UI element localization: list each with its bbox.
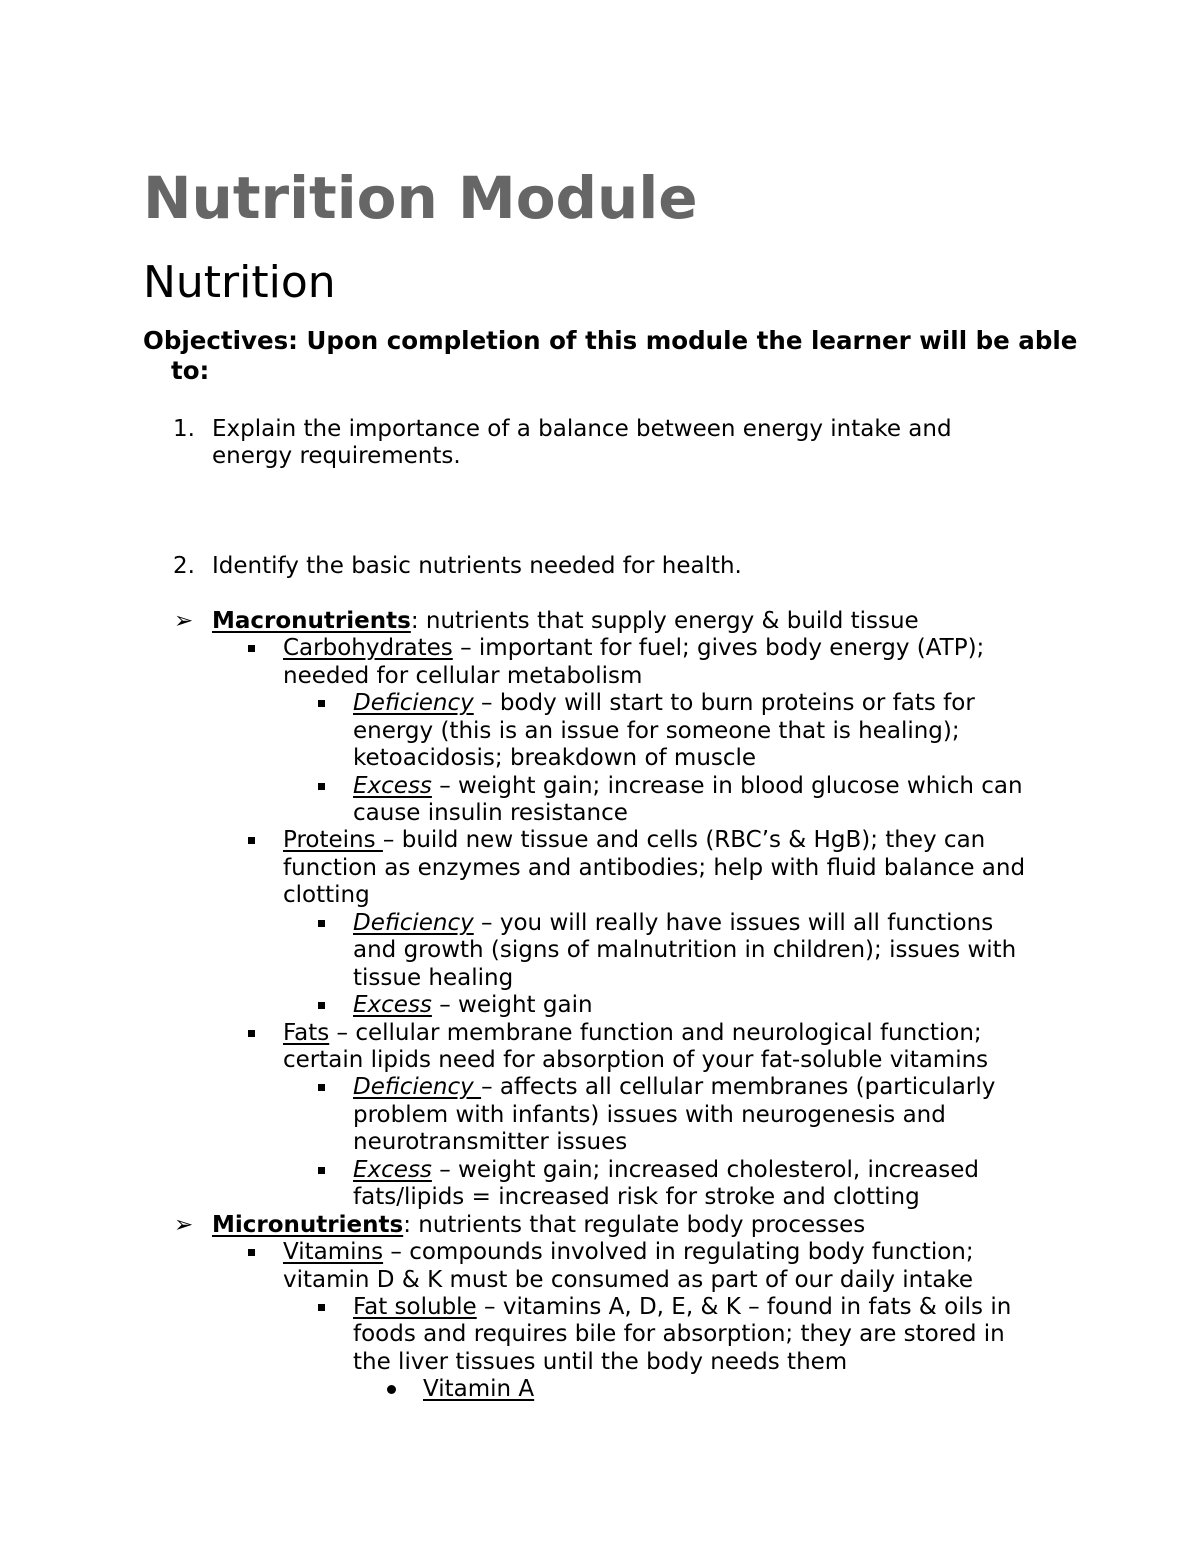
vitamins-term: Vitamins xyxy=(283,1239,384,1265)
carbs-excess-line-1 xyxy=(353,773,1023,800)
deficiency-term: Deficiency xyxy=(353,1074,482,1100)
document-title: Nutrition Module xyxy=(143,164,698,232)
square-bullet-icon xyxy=(248,1030,255,1037)
vitamins-line-2: vitamin D & K must be consumed as part of our daily intake xyxy=(283,1267,974,1293)
carbohydrates-desc: – important for fuel; gives body energy (ATP); xyxy=(452,635,985,661)
square-bullet-icon xyxy=(248,1249,255,1256)
vitamin-a-term: Vitamin A xyxy=(423,1376,535,1402)
carbs-deficiency-line-2: energy (this is an issue for someone that is healing); xyxy=(353,718,960,744)
proteins-line-3: clotting xyxy=(283,882,370,908)
carbohydrates-line-1 xyxy=(283,635,984,662)
fats-line-1 xyxy=(283,1020,982,1047)
fats-deficiency-desc: – affects all cellular membranes (particularly xyxy=(481,1074,996,1100)
micronutrients-item xyxy=(212,1212,865,1239)
vitamins-line-1 xyxy=(283,1239,974,1266)
square-bullet-icon xyxy=(318,700,325,707)
fat-soluble-desc: – vitamins A, D, E, & K – found in fats & oils in xyxy=(476,1294,1012,1320)
fats-line-2: certain lipids need for absorption of your fat-soluble vitamins xyxy=(283,1047,989,1073)
fats-excess-line-1 xyxy=(353,1157,979,1184)
micronutrients-desc: : nutrients that regulate body processes xyxy=(403,1212,866,1238)
proteins-deficiency-desc: – you will really have issues will all functions xyxy=(473,910,994,936)
objective-2-line-1: Identify the basic nutrients needed for health. xyxy=(212,553,742,579)
fat-soluble-term: Fat soluble xyxy=(353,1294,477,1320)
arrow-bullet-icon: ➢ xyxy=(174,1212,194,1238)
list-number: 1. xyxy=(173,416,195,442)
objective-1-line-1: Explain the importance of a balance between energy intake and xyxy=(212,416,952,442)
carbs-deficiency-line-1 xyxy=(353,690,975,717)
fats-excess-desc: – weight gain; increased cholesterol, increased xyxy=(431,1157,980,1183)
fats-deficiency-line-2: problem with infants) issues with neurogenesis and xyxy=(353,1102,946,1128)
list-number: 2. xyxy=(173,553,195,579)
deficiency-term: Deficiency xyxy=(353,910,474,936)
macronutrients-desc: : nutrients that supply energy & build tissue xyxy=(410,608,919,634)
proteins-excess-line-1 xyxy=(353,992,593,1019)
arrow-bullet-icon: ➢ xyxy=(174,608,194,634)
square-bullet-icon xyxy=(318,1084,325,1091)
square-bullet-icon xyxy=(248,645,255,652)
proteins-term: Proteins xyxy=(283,827,383,853)
carbs-excess-line-2: cause insulin resistance xyxy=(353,800,628,826)
vitamins-desc: – compounds involved in regulating body function; xyxy=(383,1239,974,1265)
excess-term: Excess xyxy=(353,992,432,1018)
square-bullet-icon xyxy=(318,1304,325,1311)
fat-soluble-line-2: foods and requires bile for absorption; they are stored in xyxy=(353,1321,1005,1347)
square-bullet-icon xyxy=(318,1002,325,1009)
fat-soluble-line-3: the liver tissues until the body needs them xyxy=(353,1349,848,1375)
carbs-deficiency-line-3: ketoacidosis; breakdown of muscle xyxy=(353,745,757,771)
proteins-deficiency-line-3: tissue healing xyxy=(353,965,514,991)
proteins-excess-desc: – weight gain xyxy=(431,992,593,1018)
proteins-line-2: function as enzymes and antibodies; help with fluid balance and xyxy=(283,855,1026,881)
micronutrients-term: Micronutrients xyxy=(212,1212,404,1238)
objective-1-line-2: energy requirements. xyxy=(212,443,461,469)
proteins-line-1 xyxy=(283,827,985,854)
macronutrients-item xyxy=(212,608,919,635)
fat-soluble-line-1 xyxy=(353,1294,1011,1321)
square-bullet-icon xyxy=(248,837,255,844)
proteins-desc: – build new tissue and cells (RBC’s & HgB); they can xyxy=(382,827,986,853)
fats-excess-line-2: fats/lipids = increased risk for stroke and clotting xyxy=(353,1184,920,1210)
square-bullet-icon xyxy=(318,1167,325,1174)
macronutrients-term: Macronutrients xyxy=(212,608,411,634)
round-bullet-icon xyxy=(387,1385,396,1394)
square-bullet-icon xyxy=(318,920,325,927)
carbohydrates-line-2: needed for cellular metabolism xyxy=(283,663,643,689)
carbs-excess-desc: – weight gain; increase in blood glucose which can xyxy=(431,773,1023,799)
carbohydrates-term: Carbohydrates xyxy=(283,635,453,661)
section-heading: Nutrition xyxy=(143,257,336,308)
fats-desc: – cellular membrane function and neurological function; xyxy=(329,1020,982,1046)
proteins-deficiency-line-1 xyxy=(353,910,993,937)
fats-deficiency-line-3: neurotransmitter issues xyxy=(353,1129,628,1155)
vitamin-a-item xyxy=(423,1376,534,1403)
deficiency-term: Deficiency xyxy=(353,690,474,716)
excess-term: Excess xyxy=(353,1157,432,1183)
objectives-heading: Objectives: Upon completion of this module the learner will be able to: xyxy=(143,326,1078,385)
fats-deficiency-line-1 xyxy=(353,1074,995,1101)
carbs-deficiency-desc: – body will start to burn proteins or fats for xyxy=(473,690,975,716)
excess-term: Excess xyxy=(353,773,432,799)
fats-term: Fats xyxy=(283,1020,330,1046)
square-bullet-icon xyxy=(318,783,325,790)
proteins-deficiency-line-2: and growth (signs of malnutrition in children); issues with xyxy=(353,937,1017,963)
